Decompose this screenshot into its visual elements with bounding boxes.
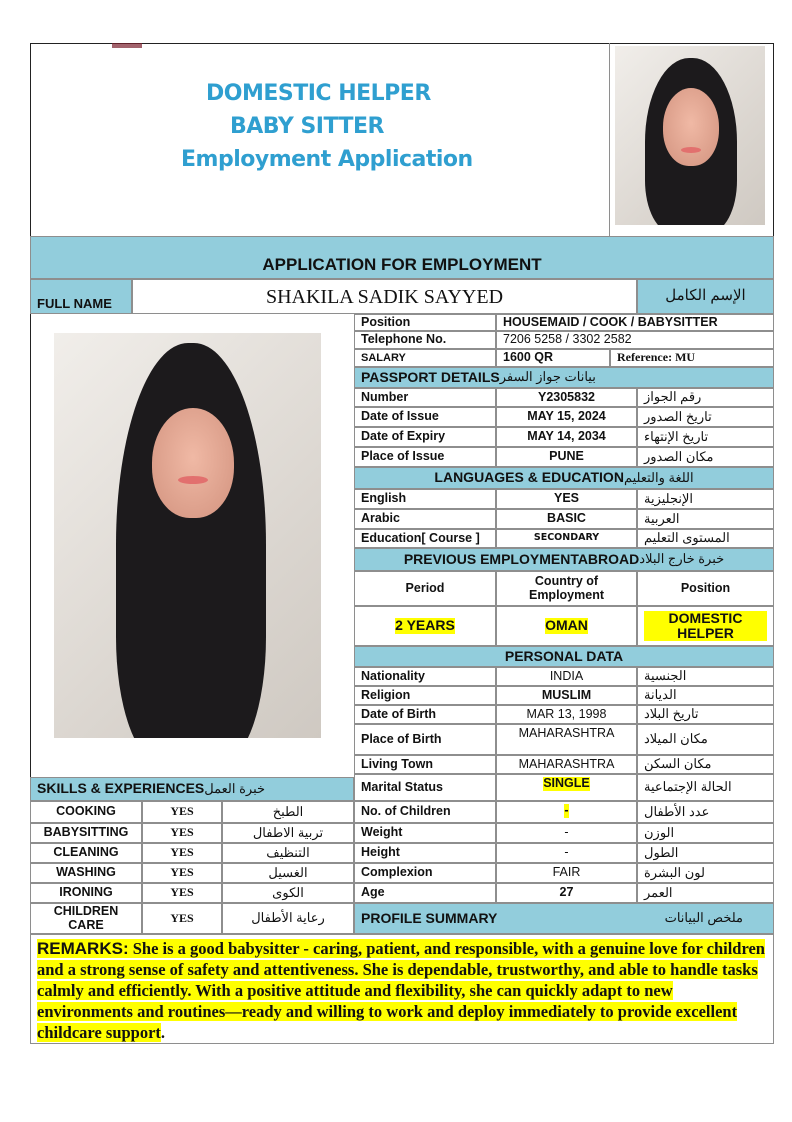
language-row-ar-text: العربية (644, 510, 680, 526)
reference-value (610, 349, 774, 367)
position-label (354, 314, 496, 331)
skill-value-text: YES (170, 825, 194, 840)
passport-row-value (496, 388, 637, 407)
skill-name (30, 883, 142, 903)
personal-row-ar (637, 667, 774, 686)
personal-row-label-text: No. of Children (361, 804, 451, 819)
personal-row-label-text: Date of Birth (361, 706, 436, 721)
language-row-value-text: SECONDARY (533, 532, 600, 544)
language-row-value (496, 529, 637, 548)
reference-value-text: Reference: MU (617, 350, 696, 365)
personal-row-value (496, 667, 637, 686)
language-row-value (496, 489, 637, 509)
personal-row-value (496, 883, 637, 903)
personal-row-ar (637, 686, 774, 705)
skill-ar-text: رعاية الأطفال (251, 910, 325, 926)
section-title (30, 236, 774, 279)
passport-row-ar-text: مكان الصدور (644, 448, 714, 464)
passport-row-value (496, 407, 637, 427)
skill-value (142, 883, 222, 903)
personal-row-value-text: - (564, 845, 569, 859)
passport-row-value (496, 447, 637, 467)
logo-fragment (112, 43, 142, 48)
personal-row-value-text: - (564, 825, 569, 839)
language-row-ar (637, 489, 774, 509)
language-row-ar-text: الإنجليزية (644, 490, 694, 506)
personal-row-value-text: MAHARASHTRA (518, 757, 615, 771)
full-name-label-ar (637, 279, 774, 314)
personal-row-label (354, 823, 496, 843)
language-row-label (354, 489, 496, 509)
language-row-label-text: Education[ Course ] (361, 530, 480, 545)
personal-row-label (354, 774, 496, 801)
skill-name (30, 843, 142, 863)
personal-row-ar (637, 863, 774, 883)
personal-row-ar (637, 823, 774, 843)
personal-row-ar (637, 724, 774, 755)
passport-row-ar-text: تاريخ الإنتهاء (644, 428, 709, 444)
personal-row-value-text: SINGLE (543, 776, 590, 790)
passport-row-ar (637, 388, 774, 407)
profile-summary-header (354, 903, 774, 934)
skill-ar-text: الطبخ (272, 803, 304, 819)
personal-row-value-text: MUSLIM (541, 688, 592, 702)
previous-employment-header-text: PREVIOUS EMPLOYMENTABROAD (403, 550, 640, 567)
remarks (30, 934, 774, 1044)
personal-row-label (354, 883, 496, 903)
skill-ar-text: الكوى (272, 884, 304, 900)
personal-row-value (496, 823, 637, 843)
personal-row-label (354, 801, 496, 823)
passport-row-label-text: Place of Issue (361, 449, 445, 464)
personal-row-label-text: Living Town (361, 756, 433, 771)
passport-row-value-text: MAY 15, 2024 (527, 409, 606, 424)
skill-value-text: YES (170, 804, 194, 819)
passport-row-label-text: Date of Issue (361, 409, 439, 424)
language-row-ar (637, 529, 774, 548)
personal-row-label (354, 863, 496, 883)
personal-row-label-text: Nationality (361, 668, 425, 683)
prev-emp-column-header (496, 571, 637, 606)
salary-label (354, 349, 496, 367)
personal-row-ar (637, 843, 774, 863)
personal-row-label (354, 667, 496, 686)
personal-row-value (496, 724, 637, 755)
passport-row-label (354, 427, 496, 447)
passport-row-ar-text: رقم الجواز (644, 389, 702, 405)
language-row-value-text: BASIC (547, 511, 586, 526)
passport-row-label (354, 388, 496, 407)
skill-name-text: COOKING (56, 804, 116, 819)
personal-row-value-text: INDIA (549, 669, 584, 683)
prev-emp-value (637, 606, 774, 646)
prev-emp-column-header (637, 571, 774, 606)
prev-emp-column-header-text: Country of Employment (528, 573, 604, 602)
salary-label-text: SALARY (361, 351, 406, 364)
passport-row-value (496, 427, 637, 447)
personal-row-ar-text: لون البشرة (644, 864, 705, 880)
personal-row-ar-text: الحالة الإجتماعية (644, 779, 732, 795)
salary-value-text: 1600 QR (503, 350, 554, 365)
full-name-label (30, 279, 132, 314)
personal-row-value (496, 755, 637, 774)
skill-value-text: YES (170, 845, 194, 860)
full-name-value (132, 279, 637, 314)
languages-header (354, 467, 774, 489)
personal-row-label (354, 724, 496, 755)
language-row-label (354, 509, 496, 529)
prev-emp-value-text: 2 YEARS (395, 617, 455, 634)
skill-ar-text: تربية الاطفال (252, 824, 324, 840)
prev-emp-column-header (354, 571, 496, 606)
skill-value (142, 843, 222, 863)
skill-ar-text: التنظيف (266, 844, 310, 860)
personal-row-ar-text: عدد الأطفال (644, 803, 710, 819)
personal-row-ar (637, 705, 774, 724)
personal-row-value-text: MAR 13, 1998 (526, 707, 607, 721)
skill-value (142, 903, 222, 934)
passport-row-label (354, 407, 496, 427)
personal-row-label (354, 755, 496, 774)
personal-row-label-text: Weight (361, 825, 403, 840)
position-value (496, 314, 774, 331)
language-row-label-text: English (361, 491, 407, 506)
personal-row-label-text: Complexion (361, 865, 433, 880)
personal-row-ar (637, 774, 774, 801)
passport-row-ar-text: تاريخ الصدور (644, 408, 712, 424)
skill-ar (222, 883, 354, 903)
telephone-label-text: Telephone No. (361, 332, 447, 347)
skill-name-text: WASHING (56, 865, 116, 880)
skill-ar (222, 823, 354, 843)
header-line-3: Employment Application (181, 147, 473, 172)
position-label-text: Position (361, 314, 411, 329)
prev-emp-value-text: DOMESTIC HELPER (644, 611, 767, 642)
passport-header (354, 367, 774, 388)
skill-value (142, 863, 222, 883)
skill-ar (222, 863, 354, 883)
personal-row-value (496, 863, 637, 883)
skills-header-ar: خبرة العمل (204, 780, 266, 796)
full-name-label-text: FULL NAME (37, 295, 112, 311)
language-row-label (354, 529, 496, 548)
personal-row-ar-text: مكان السكن (644, 756, 712, 772)
personal-row-value-text: - (564, 803, 569, 817)
telephone-value-text: 7206 5258 / 3302 2582 (503, 332, 632, 347)
full-name-text: SHAKILA SADIK SAYYED (265, 285, 504, 308)
main-photo (54, 333, 321, 738)
passport-row-ar (637, 407, 774, 427)
telephone-value (496, 331, 774, 349)
skill-name-text: CHILDREN CARE (53, 903, 119, 932)
personal-row-value (496, 686, 637, 705)
personal-row-label-text: Marital Status (361, 779, 443, 794)
personal-row-label (354, 705, 496, 724)
skill-value-text: YES (170, 885, 194, 900)
previous-employment-header-ar: خبرة خارج البلاد (639, 551, 725, 567)
passport-row-label-text: Number (361, 389, 409, 404)
personal-row-ar (637, 801, 774, 823)
passport-row-ar (637, 447, 774, 467)
skill-ar (222, 843, 354, 863)
skill-name-text: CLEANING (53, 845, 119, 860)
position-value-text: HOUSEMAID / COOK / BABYSITTER (503, 314, 718, 329)
skills-header (30, 777, 354, 801)
personal-row-ar-text: الجنسية (644, 668, 687, 684)
personal-row-value (496, 705, 637, 724)
skill-ar-text: الغسيل (268, 864, 308, 880)
passport-header-ar: بيانات جواز السفر (499, 369, 596, 385)
remarks-label: REMARKS: (37, 939, 129, 958)
personal-row-value-text: MAHARASHTRA (518, 726, 615, 740)
skill-name-text: IRONING (59, 885, 113, 900)
skill-ar (222, 903, 354, 934)
title-text: APPLICATION FOR EMPLOYMENT (262, 255, 542, 275)
skill-value (142, 801, 222, 823)
personal-row-value-text: FAIR (552, 865, 581, 879)
small-photo (615, 46, 765, 225)
personal-row-ar-text: الديانة (644, 687, 677, 703)
prev-emp-value (496, 606, 637, 646)
personal-row-ar-text: مكان الميلاد (644, 731, 708, 747)
telephone-label (354, 331, 496, 349)
personal-row-value-text: 27 (559, 885, 574, 899)
passport-row-ar (637, 427, 774, 447)
skill-value (142, 823, 222, 843)
personal-row-label-text: Height (361, 845, 400, 860)
salary-value (496, 349, 610, 367)
personal-row-value (496, 843, 637, 863)
personal-row-label-text: Place of Birth (361, 731, 442, 746)
remarks-end: . (160, 1023, 166, 1042)
language-row-label-text: Arabic (361, 511, 400, 526)
personal-row-label (354, 843, 496, 863)
languages-header-text: LANGUAGES & EDUCATION (434, 469, 624, 486)
full-name-ar-text: الإسم الكامل (665, 287, 746, 305)
skill-name (30, 903, 142, 934)
personal-data-header-text: PERSONAL DATA (504, 647, 624, 664)
personal-row-label (354, 686, 496, 705)
skill-name-text: BABYSITTING (43, 825, 129, 840)
personal-row-ar-text: العمر (644, 884, 673, 900)
skill-name (30, 801, 142, 823)
language-row-ar-text: المستوى التعليم (644, 530, 730, 546)
prev-emp-column-header-text: Position (680, 580, 731, 595)
skill-ar (222, 801, 354, 823)
skill-name (30, 863, 142, 883)
personal-row-value (496, 774, 637, 801)
divider (609, 43, 610, 236)
languages-header-ar: اللغة والتعليم (623, 469, 694, 485)
header-line-1: DOMESTIC HELPER (206, 81, 431, 106)
passport-row-value-text: PUNE (549, 449, 584, 464)
skill-value-text: YES (170, 910, 194, 925)
remarks-text: She is a good babysitter - caring, patient, and responsible, with a genuine love for children and a strong sense of safety and attentiveness. She is dependable, trustworthy, and able to handle tasks calmly and efficiently. With a positive attitude and flexibility, she can quickly adapt to new environments and routines—ready and willing to work and deploy immediately to provide excellent childcare support (37, 939, 765, 1042)
personal-row-value (496, 801, 637, 823)
prev-emp-value-text: OMAN (545, 617, 588, 634)
personal-row-label-text: Age (361, 885, 385, 900)
passport-row-value-text: Y2305832 (537, 389, 595, 404)
personal-row-ar-text: تاريخ البلاد (644, 706, 699, 722)
personal-row-ar-text: الوزن (644, 824, 675, 840)
header-line-2: BABY SITTER (230, 114, 384, 139)
personal-row-ar (637, 883, 774, 903)
prev-emp-value (354, 606, 496, 646)
language-row-ar (637, 509, 774, 529)
passport-row-label-text: Date of Expiry (361, 429, 446, 444)
personal-data-header (354, 646, 774, 667)
profile-summary-text: PROFILE SUMMARY (361, 909, 498, 926)
language-row-value-text: YES (553, 491, 579, 506)
passport-header-text: PASSPORT DETAILS (361, 368, 500, 385)
skills-header-text: SKILLS & EXPERIENCES (37, 780, 205, 797)
prev-emp-column-header-text: Period (405, 580, 445, 595)
previous-employment-header (354, 548, 774, 571)
personal-row-ar (637, 755, 774, 774)
language-row-value (496, 509, 637, 529)
skill-name (30, 823, 142, 843)
passport-row-label (354, 447, 496, 467)
profile-summary-ar: ملخص البيانات (664, 910, 743, 926)
personal-row-label-text: Religion (361, 687, 411, 702)
passport-row-value-text: MAY 14, 2034 (527, 429, 606, 444)
skill-value-text: YES (170, 865, 194, 880)
personal-row-ar-text: الطول (644, 844, 679, 860)
